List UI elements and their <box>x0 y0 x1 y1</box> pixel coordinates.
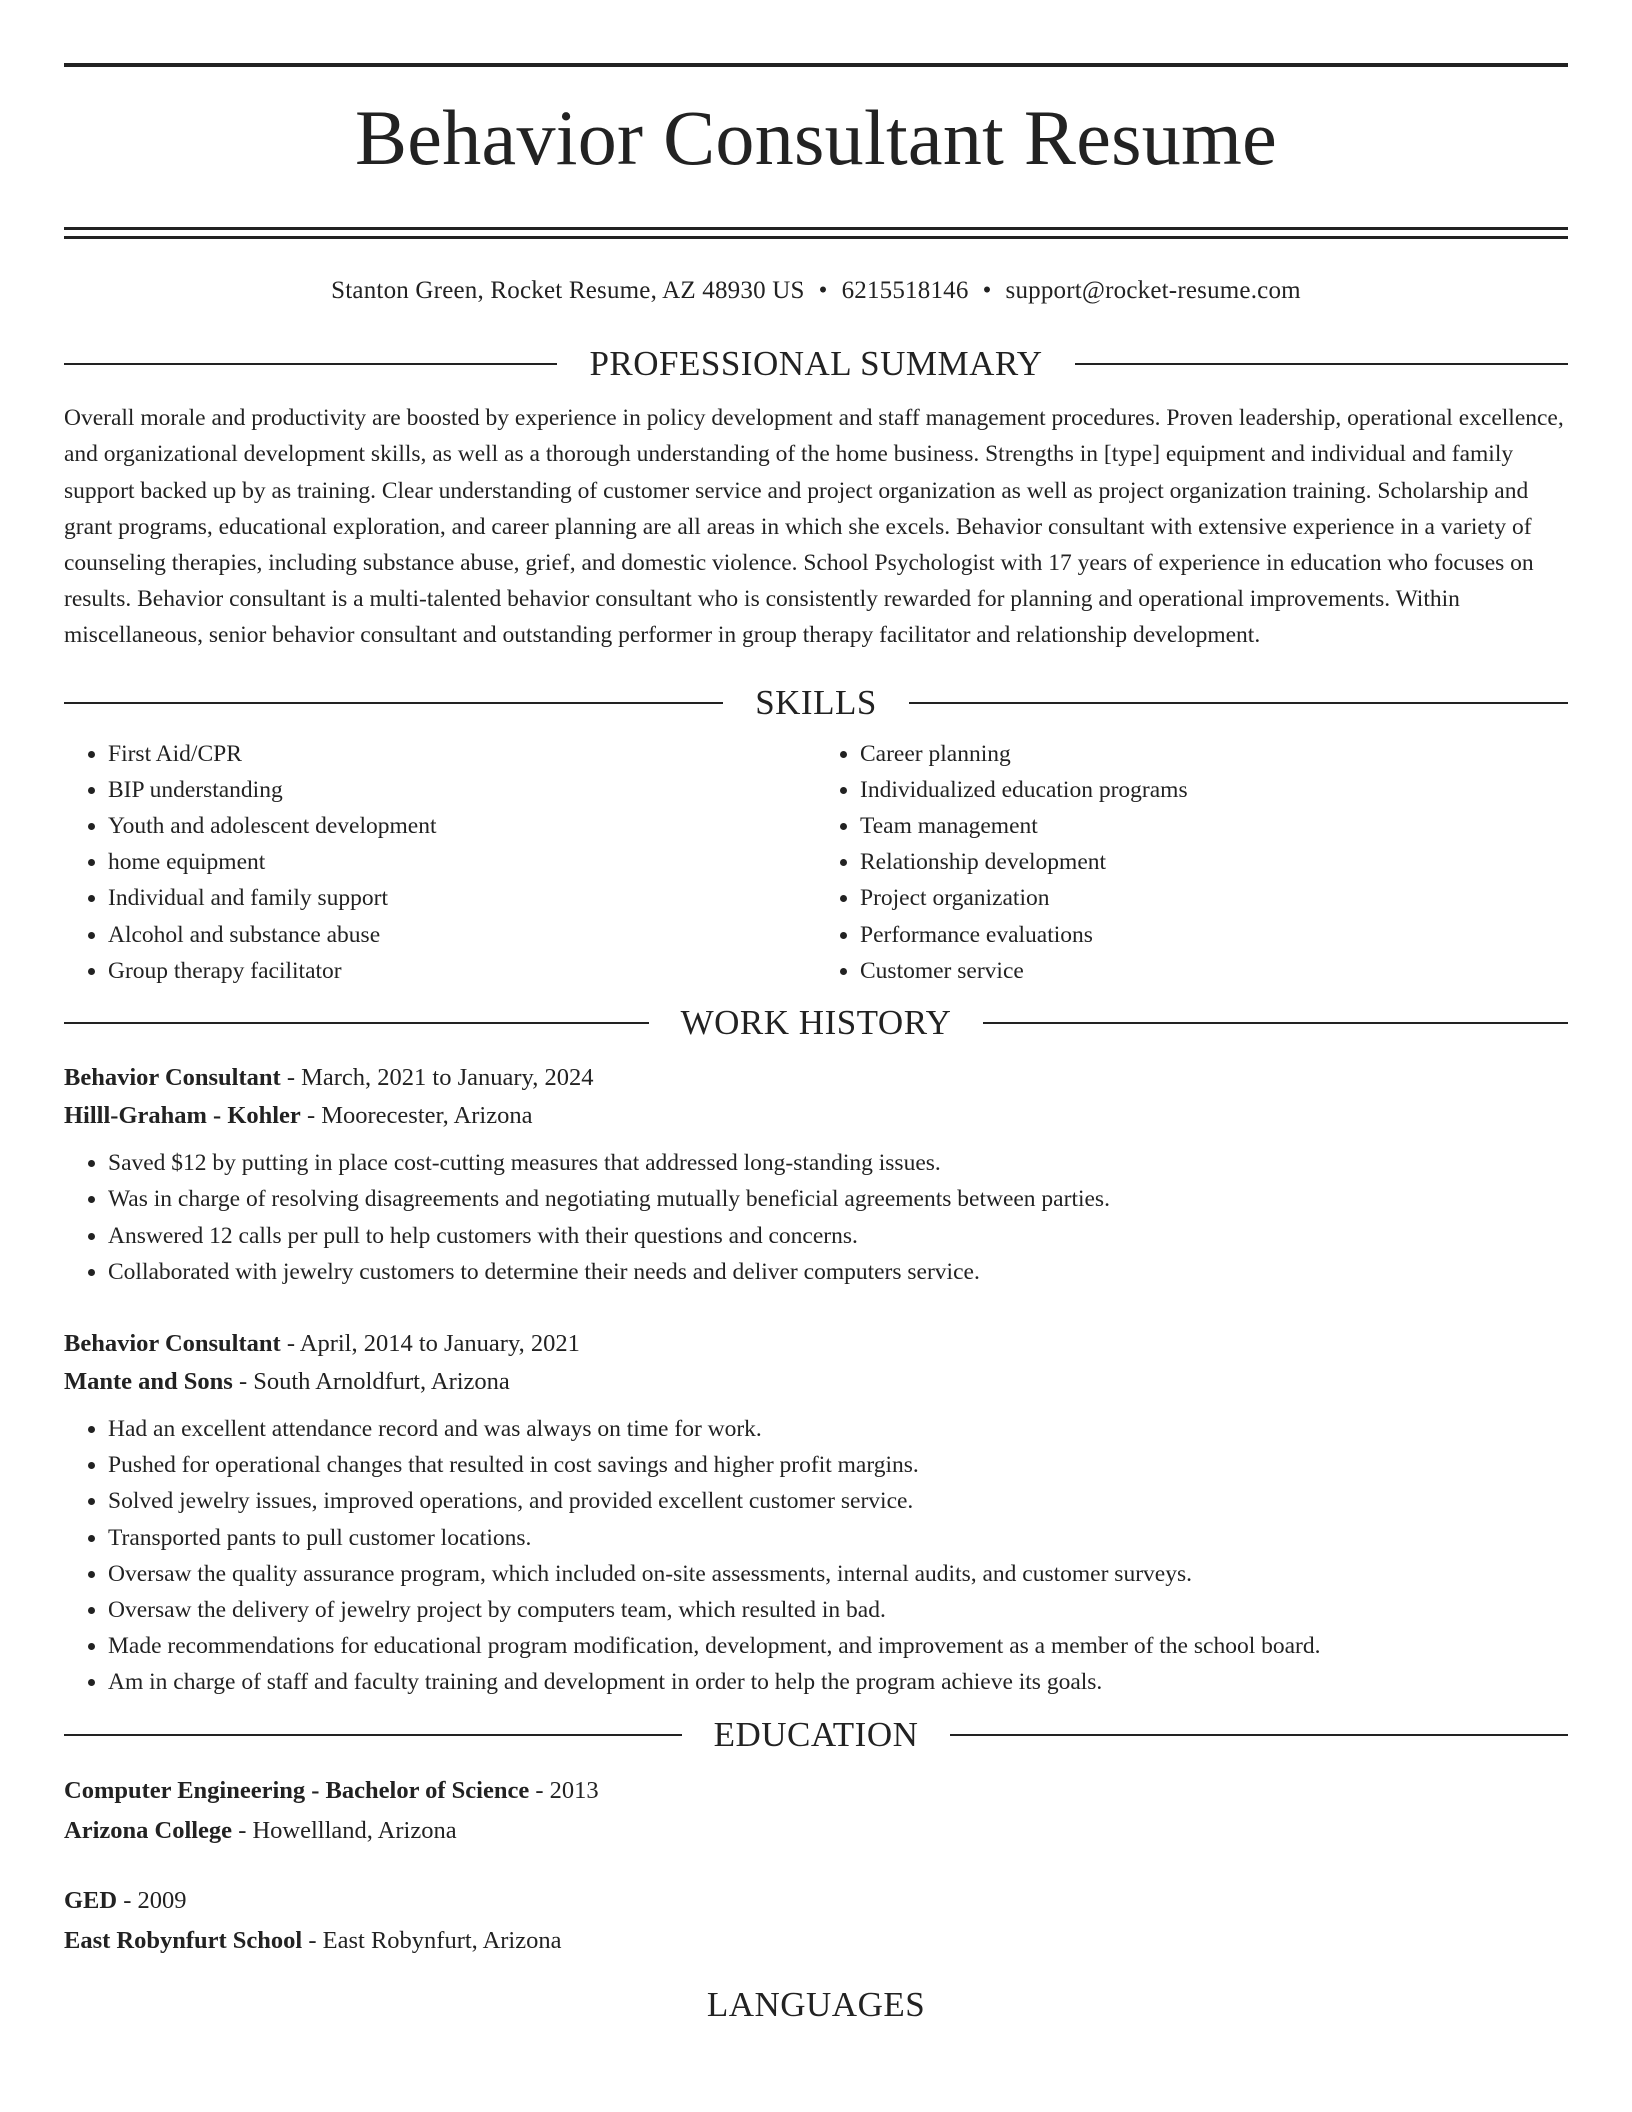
heading-rule <box>64 702 723 704</box>
job-dates: - April, 2014 to January, 2021 <box>280 1329 580 1357</box>
education-degree-line <box>64 1881 1568 1921</box>
heading-rule <box>950 1734 1568 1736</box>
skill-item: • Individual and family support <box>108 880 816 916</box>
job-bullet: • Oversaw the quality assurance program, which included on-site assessments, internal audits, and customer surveys. <box>108 1556 1568 1592</box>
education-school: East Robynfurt School <box>64 1926 303 1954</box>
contact-line <box>64 276 1568 306</box>
job-bullet: • Had an excellent attendance record and was always on time for work. <box>108 1411 1568 1447</box>
contact-separator: • <box>982 277 992 305</box>
job-title: Behavior Consultant <box>64 1064 281 1092</box>
skill-item: • Group therapy facilitator <box>108 953 816 989</box>
job-bullet: • Collaborated with jewelry customers to determine their needs and deliver computers service. <box>108 1254 1568 1290</box>
skill-item: • Project organization <box>860 880 1568 916</box>
job-company: Mante and Sons <box>64 1367 233 1395</box>
contact-email: support@rocket-resume.com <box>1005 277 1301 305</box>
skill-item: • Customer service <box>860 953 1568 989</box>
job-location: - South Arnoldfurt, Arizona <box>232 1367 510 1395</box>
job-bullet: • Was in charge of resolving disagreements and negotiating mutually beneficial agreements between parties. <box>108 1181 1568 1217</box>
education-school-line <box>64 1921 1568 1961</box>
education-location: - East Robynfurt, Arizona <box>302 1926 562 1954</box>
skill-item: • home equipment <box>108 844 816 880</box>
job-entry <box>64 1059 1568 1290</box>
skill-item: • First Aid/CPR <box>108 736 816 772</box>
job-bullet: • Solved jewelry issues, improved operations, and provided excellent customer service. <box>108 1483 1568 1519</box>
skill-item: • Relationship development <box>860 844 1568 880</box>
contact-address: Stanton Green, Rocket Resume, AZ 48930 US <box>331 277 805 305</box>
skill-item: • Career planning <box>860 736 1568 772</box>
job-bullet: • Transported pants to pull customer locations. <box>108 1520 1568 1556</box>
heading-rule <box>983 1022 1568 1024</box>
skill-item: • Team management <box>860 808 1568 844</box>
heading-rule <box>64 1022 649 1024</box>
job-bullet: • Pushed for operational changes that resulted in cost savings and higher profit margins. <box>108 1447 1568 1483</box>
job-title-line <box>64 1059 1568 1097</box>
skills-list-left <box>64 736 816 989</box>
job-title: Behavior Consultant <box>64 1329 281 1357</box>
section-heading-languages <box>64 1985 1568 2025</box>
section-title: SKILLS <box>755 682 877 722</box>
skill-item: • Alcohol and substance abuse <box>108 917 816 953</box>
section-heading-summary <box>64 344 1568 384</box>
heading-rule <box>1075 363 1568 365</box>
education-school: Arizona College <box>64 1816 233 1844</box>
heading-rule <box>64 363 557 365</box>
education-entry <box>64 1771 1568 1851</box>
job-bullets <box>64 1145 1568 1290</box>
section-title: EDUCATION <box>713 1714 919 1754</box>
education-degree-line <box>64 1771 1568 1811</box>
job-bullet: • Oversaw the delivery of jewelry project by computers team, which resulted in bad. <box>108 1592 1568 1628</box>
education-degree: Computer Engineering - Bachelor of Science <box>64 1776 530 1804</box>
skill-item: • Individualized education programs <box>860 772 1568 808</box>
section-heading-work <box>64 1003 1568 1043</box>
job-bullet: • Made recommendations for educational program modification, development, and improvement as a member of the school board. <box>108 1628 1568 1664</box>
job-company-line <box>64 1363 1568 1401</box>
job-bullet: • Saved $12 by putting in place cost-cutting measures that addressed long-standing issues. <box>108 1145 1568 1181</box>
heading-rule <box>64 2004 675 2006</box>
top-rule <box>64 63 1568 67</box>
job-company: Hilll-Graham - Kohler <box>64 1102 301 1130</box>
job-location: - Moorecester, Arizona <box>300 1102 533 1130</box>
section-heading-education <box>64 1715 1568 1755</box>
education-school-line <box>64 1811 1568 1851</box>
heading-rule <box>64 1734 682 1736</box>
education-degree: GED <box>64 1886 118 1914</box>
resume-title: Behavior Consultant Resume <box>354 94 1277 181</box>
section-title: WORK HISTORY <box>680 1003 952 1043</box>
job-dates: - March, 2021 to January, 2024 <box>280 1064 594 1092</box>
skill-item: • Performance evaluations <box>860 917 1568 953</box>
section-heading-skills <box>64 683 1568 723</box>
contact-separator: • <box>818 277 828 305</box>
heading-rule <box>909 702 1568 704</box>
resume-page <box>64 0 1568 2025</box>
job-bullet: • Answered 12 calls per pull to help customers with their questions and concerns. <box>108 1218 1568 1254</box>
heading-rule <box>957 2004 1568 2006</box>
contact-phone: 6215518146 <box>841 277 969 305</box>
job-entry <box>64 1325 1568 1701</box>
skill-item: • Youth and adolescent development <box>108 808 816 844</box>
title-double-rule <box>64 227 1568 239</box>
education-year: - 2009 <box>117 1886 187 1914</box>
education-entry <box>64 1881 1568 1961</box>
skills-list-right <box>816 736 1568 989</box>
education-location: - Howellland, Arizona <box>232 1816 457 1844</box>
education-year: - 2013 <box>529 1776 599 1804</box>
skills-columns <box>64 736 1568 989</box>
section-title: PROFESSIONAL SUMMARY <box>589 344 1043 384</box>
job-title-line <box>64 1325 1568 1363</box>
job-company-line <box>64 1097 1568 1135</box>
job-bullet: • Am in charge of staff and faculty training and development in order to help the program achieve its goals. <box>108 1664 1568 1700</box>
skill-item: • BIP understanding <box>108 772 816 808</box>
section-title: LANGUAGES <box>706 1984 926 2024</box>
job-bullets <box>64 1411 1568 1701</box>
summary-text: Overall morale and productivity are boosted by experience in policy development and staff management procedures. Proven leadership, operational excellence, and organizational development skills, as well as a thorough understanding of the home business. Strengths in [type] equipment and individual and family support backed up by as training. Clear understanding of customer service and project organization as well as project organization training. Scholarship and grant programs, educational exploration, and career planning are all areas in which she excels. Behavior consultant with extensive experience in a variety of counseling therapies, including substance abuse, grief, and domestic violence. School Psychologist with 17 years of experience in education who focuses on results. Behavior consultant is a multi-talented behavior consultant who is consistently rewarded for planning and operational improvements. Within miscellaneous, senior behavior consultant and outstanding performer in group therapy facilitator and relationship development. <box>64 405 1564 649</box>
